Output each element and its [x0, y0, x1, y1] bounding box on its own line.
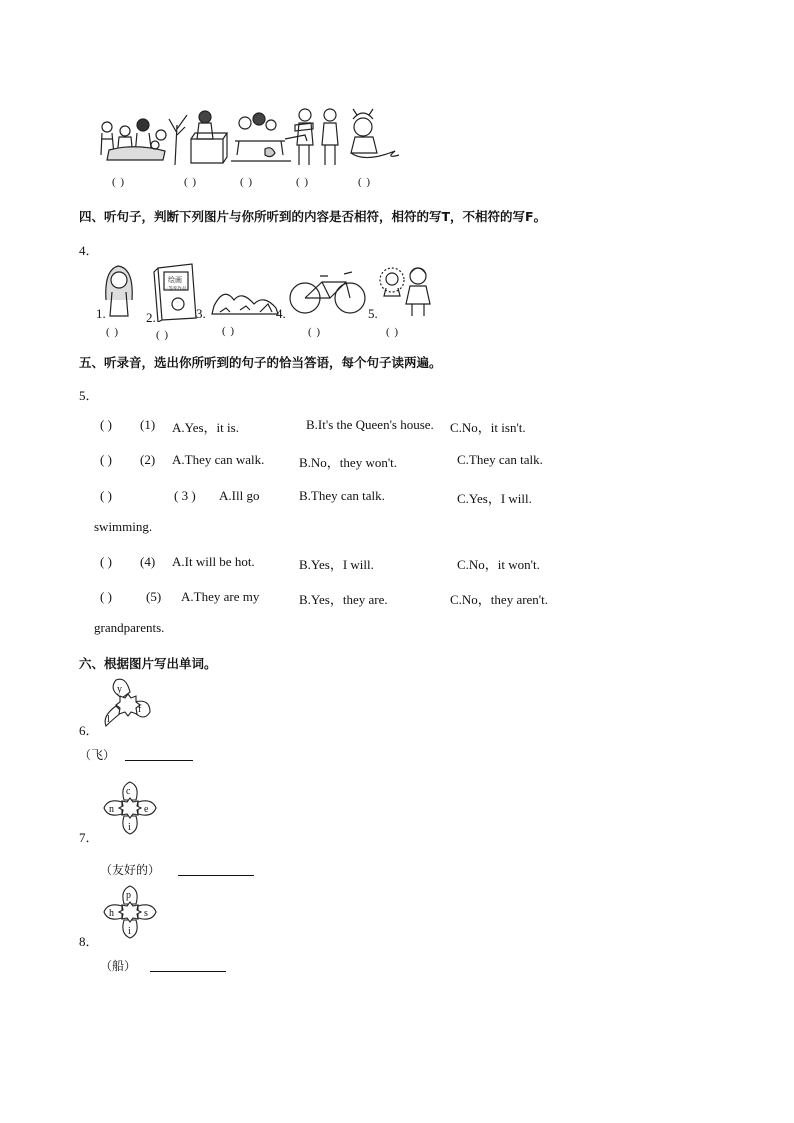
- s5-item4-c: C.No，it won't.: [457, 557, 540, 572]
- item6-hint: （飞）: [79, 748, 116, 762]
- s5-item2-paren[interactable]: ( ): [100, 452, 112, 467]
- pic-label-2: 2.: [146, 310, 156, 325]
- s5-item1-paren[interactable]: ( ): [100, 417, 112, 432]
- q3-paren-2[interactable]: ( ): [184, 176, 198, 188]
- s5-item5-cont: grandparents.: [94, 620, 165, 635]
- section4-title: 四、听句子，判断下列图片与你所听到的内容是否相符，相符的写T，不相符的写F。: [79, 209, 547, 224]
- s5-item5-num: (5): [146, 589, 162, 604]
- s5-item4-b: B.Yes，I will.: [299, 557, 374, 572]
- s5-item1-b: B.It's the Queen's house.: [306, 417, 434, 432]
- listening-picture-strip: [95, 105, 425, 170]
- item6-answer-line[interactable]: [125, 750, 193, 761]
- s5-item5-b: B.Yes，they are.: [299, 592, 388, 607]
- s5-item1-num: (1): [140, 417, 156, 432]
- q3-paren-3[interactable]: ( ): [240, 176, 254, 188]
- section5-title: 五、听录音，选出你所听到的句子的恰当答语，每个句子读两遍。: [79, 355, 442, 370]
- s5-item3-b: B.They can talk.: [299, 488, 385, 503]
- book-subtitle: 一等奖作品: [164, 287, 187, 292]
- flower6-letter-3: f: [138, 704, 142, 715]
- item8-hint: （船）: [100, 959, 137, 973]
- flower-letters-6: [100, 678, 156, 730]
- s5-item4-paren[interactable]: ( ): [100, 554, 112, 569]
- item7-number: 7．: [79, 830, 99, 845]
- s5-item3-a: A.Ill go: [219, 488, 260, 503]
- flower-letters-8: [102, 884, 158, 940]
- s5-item3-paren[interactable]: ( ): [100, 488, 112, 503]
- s4-paren-4[interactable]: ( ): [308, 326, 322, 338]
- section5-number: 5．: [79, 388, 99, 403]
- item7-hint: （友好的）: [100, 863, 161, 877]
- s5-item2-c: C.They can talk.: [457, 452, 543, 467]
- item6-number: 6．: [79, 723, 99, 738]
- flower6-letter-2: l: [107, 714, 110, 725]
- pic-label-4: 4.: [276, 306, 286, 321]
- s5-item1-a: A.Yes，it is.: [172, 420, 239, 435]
- q3-paren-4[interactable]: ( ): [296, 176, 310, 188]
- s5-item4-num: (4): [140, 554, 156, 569]
- flower8-letter-4: i: [128, 926, 131, 937]
- s5-item3-c: C.Yes，I will.: [457, 491, 532, 506]
- s5-item5-a: A.They are my: [181, 589, 260, 604]
- flower8-letter-1: p: [126, 890, 131, 901]
- flower6-letter-1: y: [117, 684, 122, 695]
- flower7-letter-4: i: [128, 822, 131, 833]
- q3-paren-5[interactable]: ( ): [358, 176, 372, 188]
- item7-answer-line[interactable]: [178, 865, 254, 876]
- flower8-letter-2: h: [109, 908, 114, 919]
- s5-item3-cont: swimming.: [94, 519, 153, 534]
- item8-answer-line[interactable]: [150, 961, 226, 972]
- pic-label-5: 5.: [368, 306, 378, 321]
- book-title: 绘画: [168, 276, 182, 284]
- flower7-letter-2: n: [109, 804, 114, 815]
- flower-letters-7: [102, 780, 158, 836]
- s4-paren-3[interactable]: ( ): [222, 325, 236, 337]
- s5-item3-num: ( 3 ): [174, 488, 196, 503]
- section6-title: 六、根据图片写出单词。: [79, 656, 217, 671]
- s5-item5-c: C.No，they aren't.: [450, 592, 549, 607]
- s4-paren-2[interactable]: ( ): [156, 329, 170, 341]
- s5-item4-a: A.It will be hot.: [172, 554, 255, 569]
- section4-number: 4．: [79, 243, 99, 258]
- s5-item2-a: A.They can walk.: [172, 452, 265, 467]
- s4-paren-1[interactable]: ( ): [106, 326, 120, 338]
- s5-item2-num: (2): [140, 452, 156, 467]
- s4-paren-5[interactable]: ( ): [386, 326, 400, 338]
- s5-item1-c: C.No，it isn't.: [450, 420, 526, 435]
- pic-label-1: 1.: [96, 306, 106, 321]
- pic-label-3: 3.: [196, 306, 206, 321]
- flower8-letter-3: s: [144, 908, 148, 919]
- s5-item2-b: B.No，they won't.: [299, 455, 398, 470]
- s5-item5-paren[interactable]: ( ): [100, 589, 112, 604]
- item8-number: 8．: [79, 934, 99, 949]
- flower7-letter-3: e: [144, 804, 149, 815]
- q3-paren-1[interactable]: ( ): [112, 176, 126, 188]
- flower7-letter-1: c: [126, 786, 131, 797]
